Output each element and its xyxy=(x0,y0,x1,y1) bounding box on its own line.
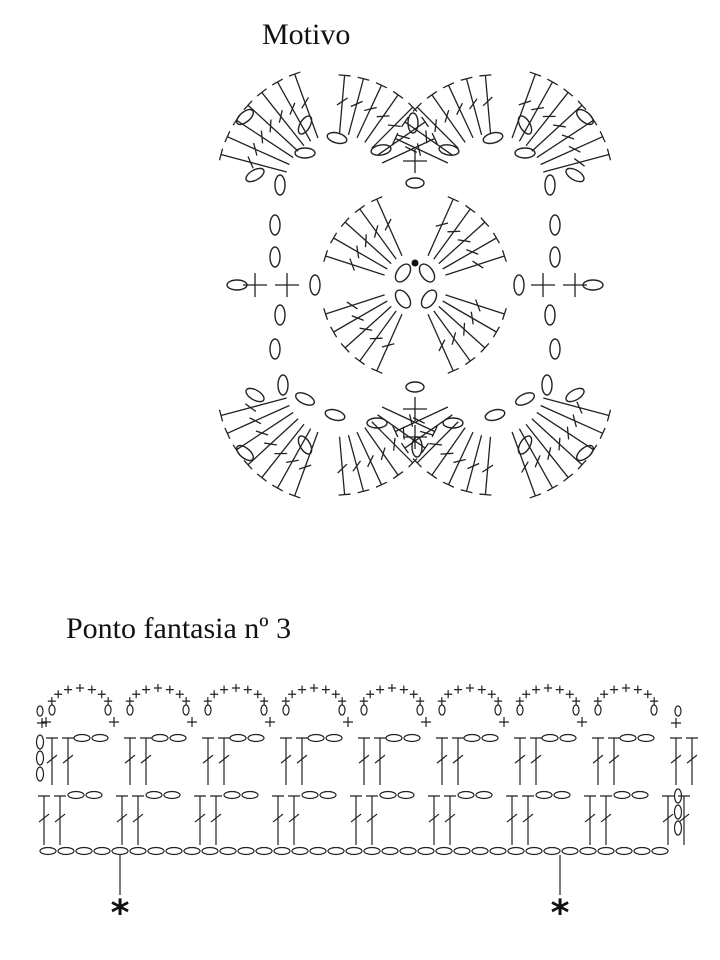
chain-stitch-symbol xyxy=(595,705,601,715)
chain-stitch-symbol xyxy=(675,821,682,835)
chain-stitch-symbol xyxy=(476,792,492,799)
single-crochet-symbol xyxy=(338,697,346,705)
chain-stitch-symbol xyxy=(320,792,336,799)
single-crochet-symbol xyxy=(154,684,162,692)
chain-stitch-symbol xyxy=(339,705,345,715)
chain-stitch-symbol xyxy=(472,848,488,855)
double-crochet-symbol xyxy=(662,796,674,845)
double-crochet-symbol xyxy=(678,796,690,845)
double-crochet-symbol xyxy=(358,738,370,785)
chain-stitch-symbol xyxy=(220,848,236,855)
single-crochet-symbol xyxy=(232,684,240,692)
chain-stitch-symbol xyxy=(417,705,423,715)
chain-stitch-symbol xyxy=(205,705,211,715)
chain-stitch-symbol xyxy=(544,848,560,855)
double-crochet-symbol xyxy=(522,796,534,845)
chain-stitch-symbol xyxy=(361,705,367,715)
chain-stitch-symbol xyxy=(542,735,558,742)
chain-stitch-symbol xyxy=(238,848,254,855)
chain-stitch-symbol xyxy=(37,735,44,749)
single-crochet-symbol xyxy=(288,690,296,698)
chain-stitch-symbol xyxy=(127,705,133,715)
single-crochet-symbol xyxy=(343,717,353,727)
single-crochet-symbol xyxy=(176,690,184,698)
chain-stitch-symbol xyxy=(112,848,128,855)
chain-stitch-symbol xyxy=(464,735,480,742)
chain-stitch-symbol xyxy=(652,848,668,855)
double-crochet-symbol xyxy=(428,796,440,845)
double-crochet-symbol xyxy=(670,738,682,785)
single-crochet-symbol xyxy=(76,684,84,692)
chain-stitch-symbol xyxy=(256,848,272,855)
single-crochet-symbol xyxy=(572,697,580,705)
chain-stitch-symbol xyxy=(166,848,182,855)
single-crochet-symbol xyxy=(600,690,608,698)
chain-stitch-symbol xyxy=(346,848,362,855)
single-crochet-symbol xyxy=(400,686,408,694)
single-crochet-symbol xyxy=(204,697,212,705)
double-crochet-symbol xyxy=(608,738,620,785)
chain-stitch-symbol xyxy=(68,792,84,799)
single-crochet-symbol xyxy=(650,697,658,705)
single-crochet-symbol xyxy=(644,690,652,698)
motif-title: Motivo xyxy=(262,18,351,51)
single-crochet-symbol xyxy=(126,697,134,705)
double-crochet-symbol xyxy=(62,738,74,785)
single-crochet-symbol xyxy=(388,684,396,692)
double-crochet-symbol xyxy=(452,738,464,785)
single-crochet-symbol xyxy=(466,684,474,692)
single-crochet-symbol xyxy=(376,686,384,694)
single-crochet-symbol xyxy=(478,686,486,694)
single-crochet-symbol xyxy=(265,717,275,727)
chain-stitch-symbol xyxy=(651,705,657,715)
repeat-marker-asterisk: * xyxy=(110,893,130,934)
chain-stitch-symbol xyxy=(184,848,200,855)
single-crochet-symbol xyxy=(298,686,306,694)
single-crochet-symbol xyxy=(634,686,642,694)
chain-stitch-symbol xyxy=(490,848,506,855)
single-crochet-symbol xyxy=(104,697,112,705)
double-crochet-symbol xyxy=(350,796,362,845)
chain-stitch-symbol xyxy=(526,848,542,855)
single-crochet-symbol xyxy=(494,697,502,705)
chain-stitch-symbol xyxy=(386,735,402,742)
chain-stitch-symbol xyxy=(382,848,398,855)
single-crochet-symbol xyxy=(260,697,268,705)
chain-stitch-symbol xyxy=(152,735,168,742)
single-crochet-symbol xyxy=(410,690,418,698)
single-crochet-symbol xyxy=(522,690,530,698)
chain-stitch-symbol xyxy=(170,735,186,742)
chain-stitch-symbol xyxy=(248,735,264,742)
chain-stitch-symbol xyxy=(37,706,43,716)
single-crochet-symbol xyxy=(488,690,496,698)
double-crochet-symbol xyxy=(296,738,308,785)
chain-stitch-symbol xyxy=(40,848,56,855)
chain-stitch-symbol xyxy=(400,848,416,855)
chain-stitch-symbol xyxy=(308,735,324,742)
chain-stitch-symbol xyxy=(310,848,326,855)
chain-stitch-symbol xyxy=(580,848,596,855)
chain-stitch-symbol xyxy=(164,792,180,799)
single-crochet-symbol xyxy=(109,717,119,727)
chain-stitch-symbol xyxy=(326,735,342,742)
single-crochet-symbol xyxy=(220,686,228,694)
double-crochet-symbol xyxy=(140,738,152,785)
single-crochet-symbol xyxy=(322,686,330,694)
chain-stitch-symbol xyxy=(364,848,380,855)
single-crochet-symbol xyxy=(166,686,174,694)
double-crochet-symbol xyxy=(272,796,284,845)
chain-stitch-symbol xyxy=(328,848,344,855)
chain-stitch-symbol xyxy=(439,705,445,715)
single-crochet-symbol xyxy=(182,697,190,705)
double-crochet-symbol xyxy=(600,796,612,845)
chain-stitch-symbol xyxy=(86,792,102,799)
chain-stitch-symbol xyxy=(418,848,434,855)
double-crochet-symbol xyxy=(202,738,214,785)
double-crochet-symbol xyxy=(116,796,128,845)
double-crochet-symbol xyxy=(280,738,292,785)
chain-stitch-symbol xyxy=(274,848,290,855)
single-crochet-symbol xyxy=(671,718,681,728)
single-crochet-symbol xyxy=(360,697,368,705)
chain-stitch-symbol xyxy=(37,751,44,765)
single-crochet-symbol xyxy=(438,697,446,705)
single-crochet-symbol xyxy=(142,686,150,694)
chain-stitch-symbol xyxy=(58,848,74,855)
chain-stitch-symbol xyxy=(283,705,289,715)
chain-stitch-symbol xyxy=(562,848,578,855)
single-crochet-symbol xyxy=(532,686,540,694)
chain-stitch-symbol xyxy=(380,792,396,799)
double-crochet-symbol xyxy=(436,738,448,785)
single-crochet-symbol xyxy=(416,697,424,705)
chain-stitch-symbol xyxy=(92,735,108,742)
double-crochet-symbol xyxy=(218,738,230,785)
double-crochet-symbol xyxy=(288,796,300,845)
chain-stitch-symbol xyxy=(105,705,111,715)
single-crochet-symbol xyxy=(48,697,56,705)
single-crochet-symbol xyxy=(98,690,106,698)
chain-stitch-symbol xyxy=(616,848,632,855)
single-crochet-symbol xyxy=(610,686,618,694)
chain-stitch-symbol xyxy=(37,767,44,781)
chain-stitch-symbol xyxy=(620,735,636,742)
single-crochet-symbol xyxy=(577,717,587,727)
chain-stitch-symbol xyxy=(202,848,218,855)
single-crochet-symbol xyxy=(499,717,509,727)
chain-stitch-symbol xyxy=(458,792,474,799)
single-crochet-symbol xyxy=(594,697,602,705)
chain-stitch-symbol xyxy=(508,848,524,855)
double-crochet-symbol xyxy=(686,738,698,785)
single-crochet-symbol xyxy=(454,686,462,694)
double-crochet-symbol xyxy=(514,738,526,785)
chain-stitch-symbol xyxy=(261,705,267,715)
double-crochet-symbol xyxy=(38,796,50,845)
chain-stitch-symbol xyxy=(130,848,146,855)
single-crochet-symbol xyxy=(88,686,96,694)
double-crochet-symbol xyxy=(46,738,58,785)
chain-stitch-symbol xyxy=(634,848,650,855)
double-crochet-symbol xyxy=(132,796,144,845)
chain-stitch-symbol xyxy=(148,848,164,855)
double-crochet-symbol xyxy=(584,796,596,845)
chain-stitch-symbol xyxy=(49,705,55,715)
single-crochet-symbol xyxy=(444,690,452,698)
double-crochet-symbol xyxy=(366,796,378,845)
double-crochet-symbol xyxy=(444,796,456,845)
chain-stitch-symbol xyxy=(536,792,552,799)
single-crochet-symbol xyxy=(544,684,552,692)
double-crochet-symbol xyxy=(506,796,518,845)
chain-stitch-symbol xyxy=(554,792,570,799)
chain-stitch-symbol xyxy=(76,848,92,855)
repeat-marker-asterisk: * xyxy=(550,893,570,934)
single-crochet-symbol xyxy=(332,690,340,698)
single-crochet-symbol xyxy=(622,684,630,692)
chain-stitch-symbol xyxy=(454,848,470,855)
double-crochet-symbol xyxy=(54,796,66,845)
chain-stitch-symbol xyxy=(292,848,308,855)
double-crochet-symbol xyxy=(210,796,222,845)
chain-stitch-symbol xyxy=(242,792,258,799)
chain-stitch-symbol xyxy=(638,735,654,742)
chain-stitch-symbol xyxy=(614,792,630,799)
chain-stitch-symbol xyxy=(482,735,498,742)
chain-stitch-symbol xyxy=(404,735,420,742)
single-crochet-symbol xyxy=(254,690,262,698)
single-crochet-symbol xyxy=(310,684,318,692)
chain-stitch-symbol xyxy=(598,848,614,855)
chain-stitch-symbol xyxy=(183,705,189,715)
chain-stitch-symbol xyxy=(495,705,501,715)
chain-stitch-symbol xyxy=(146,792,162,799)
chain-stitch-symbol xyxy=(224,792,240,799)
chain-stitch-symbol xyxy=(436,848,452,855)
single-crochet-symbol xyxy=(54,690,62,698)
chain-stitch-symbol xyxy=(74,735,90,742)
single-crochet-symbol xyxy=(187,717,197,727)
double-crochet-symbol xyxy=(194,796,206,845)
single-crochet-symbol xyxy=(566,690,574,698)
stitch-pattern-title: Ponto fantasia nº 3 xyxy=(66,612,292,645)
single-crochet-symbol xyxy=(366,690,374,698)
chain-stitch-symbol xyxy=(230,735,246,742)
double-crochet-symbol xyxy=(124,738,136,785)
double-crochet-symbol xyxy=(592,738,604,785)
chain-stitch-symbol xyxy=(573,705,579,715)
single-crochet-symbol xyxy=(132,690,140,698)
chain-stitch-symbol xyxy=(94,848,110,855)
single-crochet-symbol xyxy=(421,717,431,727)
single-crochet-symbol xyxy=(210,690,218,698)
chain-stitch-symbol xyxy=(632,792,648,799)
chain-stitch-symbol xyxy=(302,792,318,799)
chain-stitch-symbol xyxy=(517,705,523,715)
single-crochet-symbol xyxy=(516,697,524,705)
single-crochet-symbol xyxy=(282,697,290,705)
double-crochet-symbol xyxy=(374,738,386,785)
single-crochet-symbol xyxy=(556,686,564,694)
chain-stitch-symbol xyxy=(675,805,682,819)
double-crochet-symbol xyxy=(530,738,542,785)
chain-stitch-symbol xyxy=(560,735,576,742)
single-crochet-symbol xyxy=(64,686,72,694)
chain-stitch-symbol xyxy=(675,706,681,716)
chain-stitch-symbol xyxy=(398,792,414,799)
single-crochet-symbol xyxy=(244,686,252,694)
